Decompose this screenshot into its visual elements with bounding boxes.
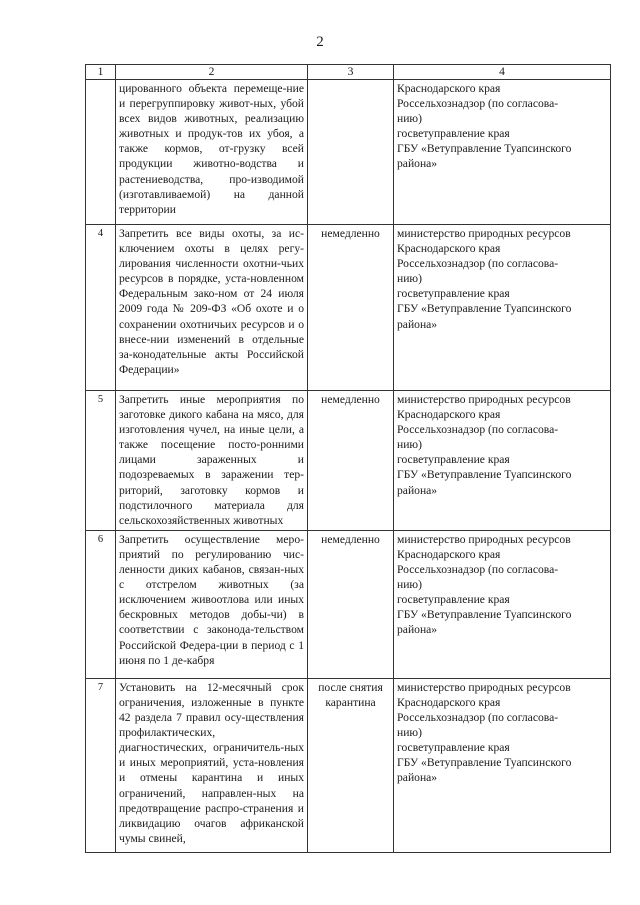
- responsible-cell: [394, 530, 611, 678]
- responsible-cell: [394, 391, 611, 531]
- row-number: 6: [86, 530, 116, 678]
- deadline-text: немедленно: [308, 391, 394, 531]
- deadline-text: после снятия карантина: [308, 678, 394, 852]
- responsible-line: ГБУ «Ветуправление Туапсинского: [397, 468, 572, 482]
- table-row: [86, 225, 611, 391]
- responsible-line: нию): [397, 438, 422, 452]
- measure-text: Запретить иные мероприятия по заготовке дикого кабана на мясо, для изготовления чучел, на иные цели, а также посещение посто-ронними лицами зараженных и подозреваемых в заражении тер-риторий, заготовку кормов и подстилочного материала для сельскохозяйственных животных: [116, 391, 308, 531]
- page-number: 2: [316, 34, 324, 50]
- responsible-line: госветуправление края: [397, 741, 510, 755]
- table-header-row: [86, 65, 611, 80]
- header-col-3: 3: [308, 65, 394, 80]
- table-row: [86, 678, 611, 852]
- responsible-line: министерство природных ресурсов: [397, 393, 571, 406]
- responsible-line: Россельхознадзор (по согласова-: [397, 563, 559, 577]
- responsible-line: нию): [397, 272, 422, 286]
- table-row: [86, 530, 611, 678]
- responsible-line: района»: [397, 157, 438, 171]
- responsible-line: министерство природных ресурсов: [397, 532, 571, 546]
- responsible-line: Краснодарского края: [397, 82, 501, 95]
- header-col-1: 1: [86, 65, 116, 80]
- header-col-2: 2: [116, 65, 308, 80]
- measure-text: Запретить все виды охоты, за ис-ключением охоты в целях регу-лирования численности охотни-чьих ресурсов в порядке, уста-новленном Федеральным зако-ном от 24 июля 2009 года № 209-ФЗ «Об охоте и о сохранении охотничьих ресурсов и о внесе-нии изменений в отдельные за-конодательные акты Российской Федерации»: [116, 225, 308, 391]
- row-number: 5: [86, 391, 116, 531]
- responsible-line: Краснодарского края: [397, 547, 501, 561]
- responsible-line: района»: [397, 483, 438, 497]
- responsible-line: нию): [397, 112, 422, 126]
- responsible-line: министерство природных ресурсов: [397, 227, 571, 240]
- responsible-line: Краснодарского края: [397, 242, 501, 256]
- table-row: [86, 391, 611, 531]
- deadline-text: немедленно: [308, 225, 394, 391]
- row-number: [86, 80, 116, 225]
- responsible-line: Россельхознадзор (по согласова-: [397, 97, 559, 111]
- responsible-line: Россельхознадзор (по согласова-: [397, 711, 559, 725]
- responsible-line: госветуправление края: [397, 287, 510, 301]
- responsible-cell: [394, 678, 611, 852]
- responsible-line: района»: [397, 623, 438, 637]
- responsible-line: ГБУ «Ветуправление Туапсинского: [397, 756, 572, 770]
- responsible-line: ГБУ «Ветуправление Туапсинского: [397, 302, 572, 316]
- measures-table: [85, 64, 611, 853]
- responsible-cell: [394, 225, 611, 391]
- responsible-line: района»: [397, 771, 438, 785]
- responsible-line: госветуправление края: [397, 127, 510, 141]
- responsible-line: Россельхознадзор (по согласова-: [397, 423, 559, 437]
- responsible-line: министерство природных ресурсов: [397, 680, 571, 694]
- responsible-line: Краснодарского края: [397, 408, 501, 422]
- measure-text: цированного объекта перемеще-ние и перегруппировку живот-ных, убой всех видов животных, реализацию животных и продук-тов их убоя, а также кормов, от-грузку всей продукции животно-водства и растениеводства, про-изводимой (изготавливаемой) на данной территории: [116, 80, 308, 225]
- responsible-line: госветуправление края: [397, 593, 510, 607]
- measure-text: Запретить осуществление меро-приятий по регулированию чис-ленности диких кабанов, связан-ных с отстрелом животных (за исключением живоотлова или иных бескровных методов добы-чи) в соответствии с законода-тельством Российской Федера-ции в период с 1 июня по 1 де-кабря: [116, 530, 308, 678]
- header-col-4: 4: [394, 65, 611, 80]
- measure-text: Установить на 12-месячный срок ограничения, изложенные в пункте 42 раздела 7 правил осу-ществления профилактических, диагностических, ограничитель-ных и иных мероприятий, уста-новления и отмены карантина и иных ограничений, направлен-ных на предотвращение распро-странения и ликвидацию очагов африканской чумы свиней,: [116, 678, 308, 852]
- deadline-text: немедленно: [308, 530, 394, 678]
- deadline-text: [308, 80, 394, 225]
- responsible-cell: [394, 80, 611, 225]
- row-number: 7: [86, 678, 116, 852]
- table-row: [86, 80, 611, 225]
- responsible-line: Краснодарского края: [397, 695, 501, 709]
- responsible-line: района»: [397, 317, 438, 331]
- responsible-line: ГБУ «Ветуправление Туапсинского: [397, 142, 572, 156]
- responsible-line: Россельхознадзор (по согласова-: [397, 257, 559, 271]
- responsible-line: нию): [397, 578, 422, 592]
- responsible-line: нию): [397, 726, 422, 740]
- responsible-line: госветуправление края: [397, 453, 510, 467]
- row-number: 4: [86, 225, 116, 391]
- responsible-line: ГБУ «Ветуправление Туапсинского: [397, 608, 572, 622]
